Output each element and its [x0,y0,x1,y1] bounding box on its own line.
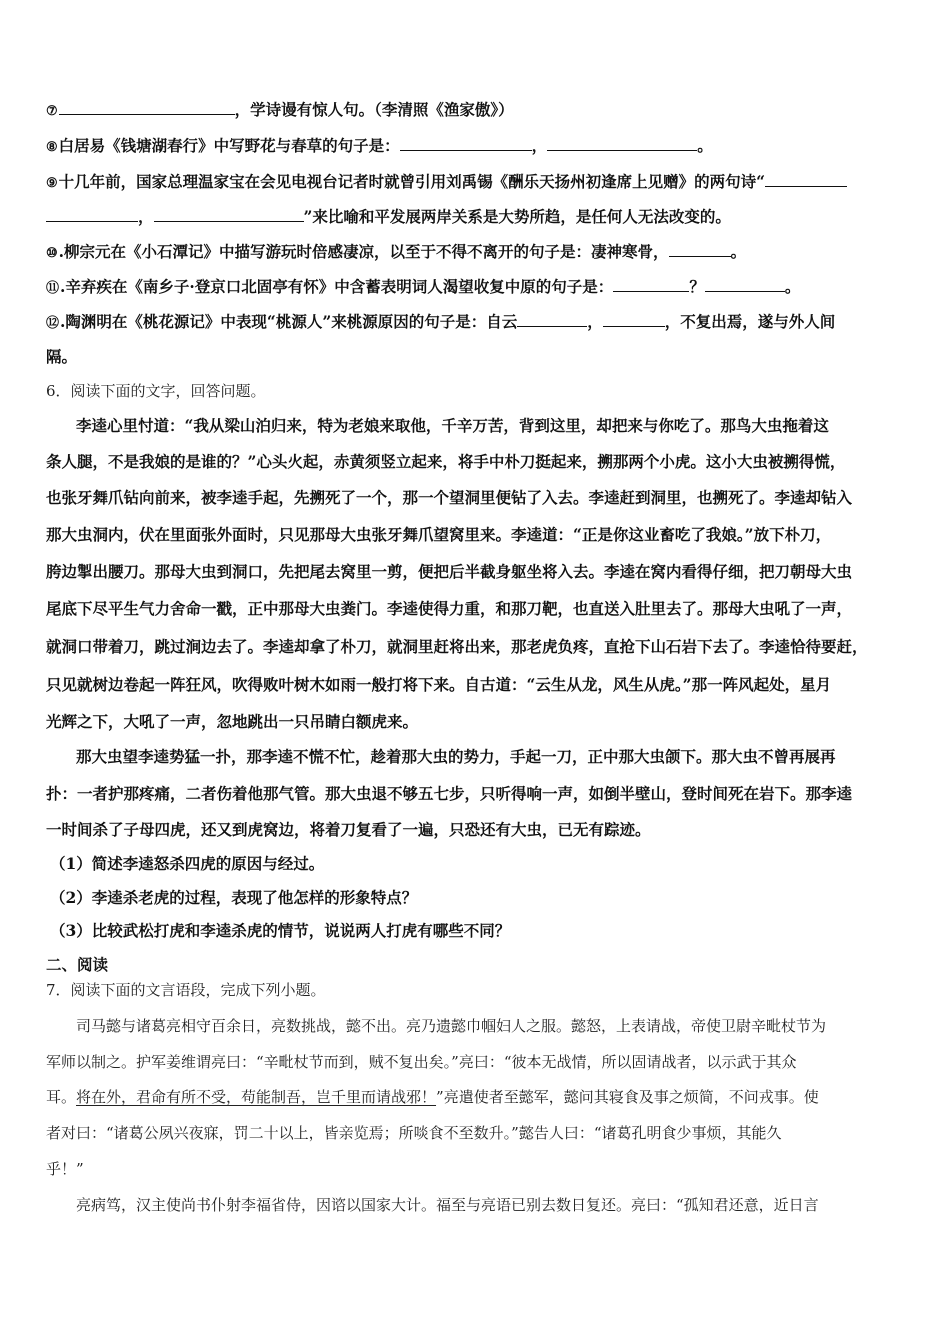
q6-para1-line: 李逵心里忖道：“我从梁山泊归来，特为老娘来取他，千辛万苦，背到这里，却把来与你吃了。那鸟大虫拖着这 [76,416,829,435]
answer-blank[interactable] [705,276,785,292]
answer-blank[interactable] [603,311,665,327]
item-number: ⑧ [46,140,58,155]
fill-item-9: ⑨十几年前，国家总理温家宝在会见电视台记者时就曾引用刘禹锡《酬乐天扬州初逢席上见赠》的两句诗“ [46,170,912,196]
fill-item-12: ⑫.陶渊明在《桃花源记》中表现“桃源人”来桃源原因的句子是：自云 ， ，不复出焉，遂与外人间 [46,310,912,336]
fill-item-11: ⑪.辛弃疾在《南乡子·登京口北固亭有怀》中含蓄表明词人渴望收复中原的句子是： ？ 。 [46,275,912,301]
q6-para1-line: 也张牙舞爪钻向前来，被李逵手起，先搠死了一个，那一个望洞里便钻了入去。李逵赶到洞里，也搠死了。李逵却钻入 [46,488,853,507]
answer-blank[interactable] [765,171,847,187]
fill-item-7: ⑦ ，学诗谩有惊人句。（李清照《渔家傲》） [46,98,912,124]
q6-question-1: （1）简述李逵怒杀四虎的原因与经过。 [50,854,325,873]
q7-text-line: 亮病笃，汉主使尚书仆射李福省侍，因谘以国家大计。福至与亮语已别去数日复还。亮曰：“孤知君还意，近日言 [76,1196,819,1214]
answer-blank[interactable] [669,241,731,257]
q6-para1-line: 光辉之下，大吼了一声，忽地跳出一只吊睛白额虎来。 [46,712,419,731]
q6-question-3: （3）比较武松打虎和李逵杀虎的情节，说说两人打虎有哪些不同？ [50,921,511,940]
answer-blank[interactable] [46,206,138,222]
q7-text-line: 耳。将在外，君命有所不受，苟能制吾，岂千里而请战邪！”亮遣使者至懿军，懿问其寝食及事之烦简，不问戎事。使 [46,1088,819,1106]
answer-blank[interactable] [59,99,235,115]
q7-text-line: 乎！” [46,1160,84,1178]
q7-text-line: 司马懿与诸葛亮相守百余日，亮数挑战，懿不出。亮乃遗懿巾帼妇人之服。懿怒，上表请战，帝使卫尉辛毗杖节为 [76,1017,827,1035]
q6-question-2: （2）李逵杀老虎的过程，表现了他怎样的形象特点？ [50,888,418,907]
q6-title: 6．阅读下面的文字，回答问题。 [46,382,266,400]
q6-para1-line: 那大虫洞内，伏在里面张外面时，只见那母大虫张牙舞爪望窝里来。李逵道：“正是你这业畜吃了我娘。”放下朴刀， [46,525,832,544]
q6-para2-line: 那大虫望李逵势猛一扑，那李逵不慌不忙，趁着那大虫的势力，手起一刀，正中那大虫颌下。那大虫不曾再展再 [76,747,836,766]
answer-blank[interactable] [547,135,697,151]
q6-para2-line: 一时间杀了子母四虎，还又到虎窝边，将着刀复看了一遍，只恐还有大虫，已无有踪迹。 [46,820,651,839]
answer-blank[interactable] [400,135,532,151]
q7-text-line: 军师以制之。护军姜维谓亮曰：“辛毗杖节而到，贼不复出矣。”亮曰：“彼本无战情，所以固请战者，以示武于其众 [46,1053,797,1071]
q7-title: 7．阅读下面的文言语段，完成下列小题。 [46,981,326,999]
item-number: ⑨ [46,176,58,191]
q6-para1-line: 胯边掣出腰刀。那母大虫到洞口，先把尾去窝里一剪，便把后半截身躯坐将入去。李逵在窝内看得仔细，把刀朝母大虫 [46,562,853,581]
q6-para1-line: 尾底下尽平生气力舍命一戳，正中那母大虫粪门。李逵使得力重，和那刀靶，也直送入肚里去了。那母大虫吼了一声， [46,599,853,618]
answer-blank[interactable] [154,206,304,222]
item-number: ⑪ [46,281,60,296]
answer-blank[interactable] [517,311,587,327]
underlined-sentence: 将在外，君命有所不受，苟能制吾，岂千里而请战邪！ [76,1088,437,1106]
fill-item-12-line2: 隔。 [46,347,78,366]
fill-item-10: ⑩.柳宗元在《小石潭记》中描写游玩时倍感凄凉，以至于不得不离开的句子是：凄神寒骨， 。 [46,240,912,266]
q6-para1-line: 只见就树边卷起一阵狂风，吹得败叶树木如雨一般打将下来。自古道：“云生从龙，风生从虎。”那一阵风起处，星月 [46,675,832,694]
q6-para2-line: 扑：一者护那疼痛，二者伤着他那气管。那大虫退不够五七步，只听得响一声，如倒半壁山，登时间死在岩下。那李逵 [46,784,853,803]
item-number: ⑦ [46,104,58,119]
q6-para1-line: 条人腿，不是我娘的是谁的？”心头火起，赤黄须竖立起来，将手中朴刀挺起来，搠那两个小虎。这小大虫被搠得慌， [46,452,846,471]
fill-item-9-line2: ， ”来比喻和平发展两岸关系是大势所趋，是任何人无法改变的。 [46,205,912,229]
item-number: ⑩ [46,246,58,261]
answer-blank[interactable] [613,276,689,292]
section-heading: 二、阅读 [46,955,109,974]
q7-text-line: 者对曰：“诸葛公夙兴夜寐，罚二十以上，皆亲览焉；所啖食不至数升。”懿告人曰：“诸葛孔明食少事烦，其能久 [46,1124,782,1142]
item-number: ⑫ [46,316,60,331]
fill-item-8: ⑧白居易《钱塘湖春行》中写野花与春草的句子是： ， 。 [46,134,912,160]
q6-para1-line: 就洞口带着刀，跳过涧边去了。李逵却拿了朴刀，就洞里赶将出来，那老虎负疼，直抢下山石岩下去了。李逵恰待要赶， [46,637,868,656]
